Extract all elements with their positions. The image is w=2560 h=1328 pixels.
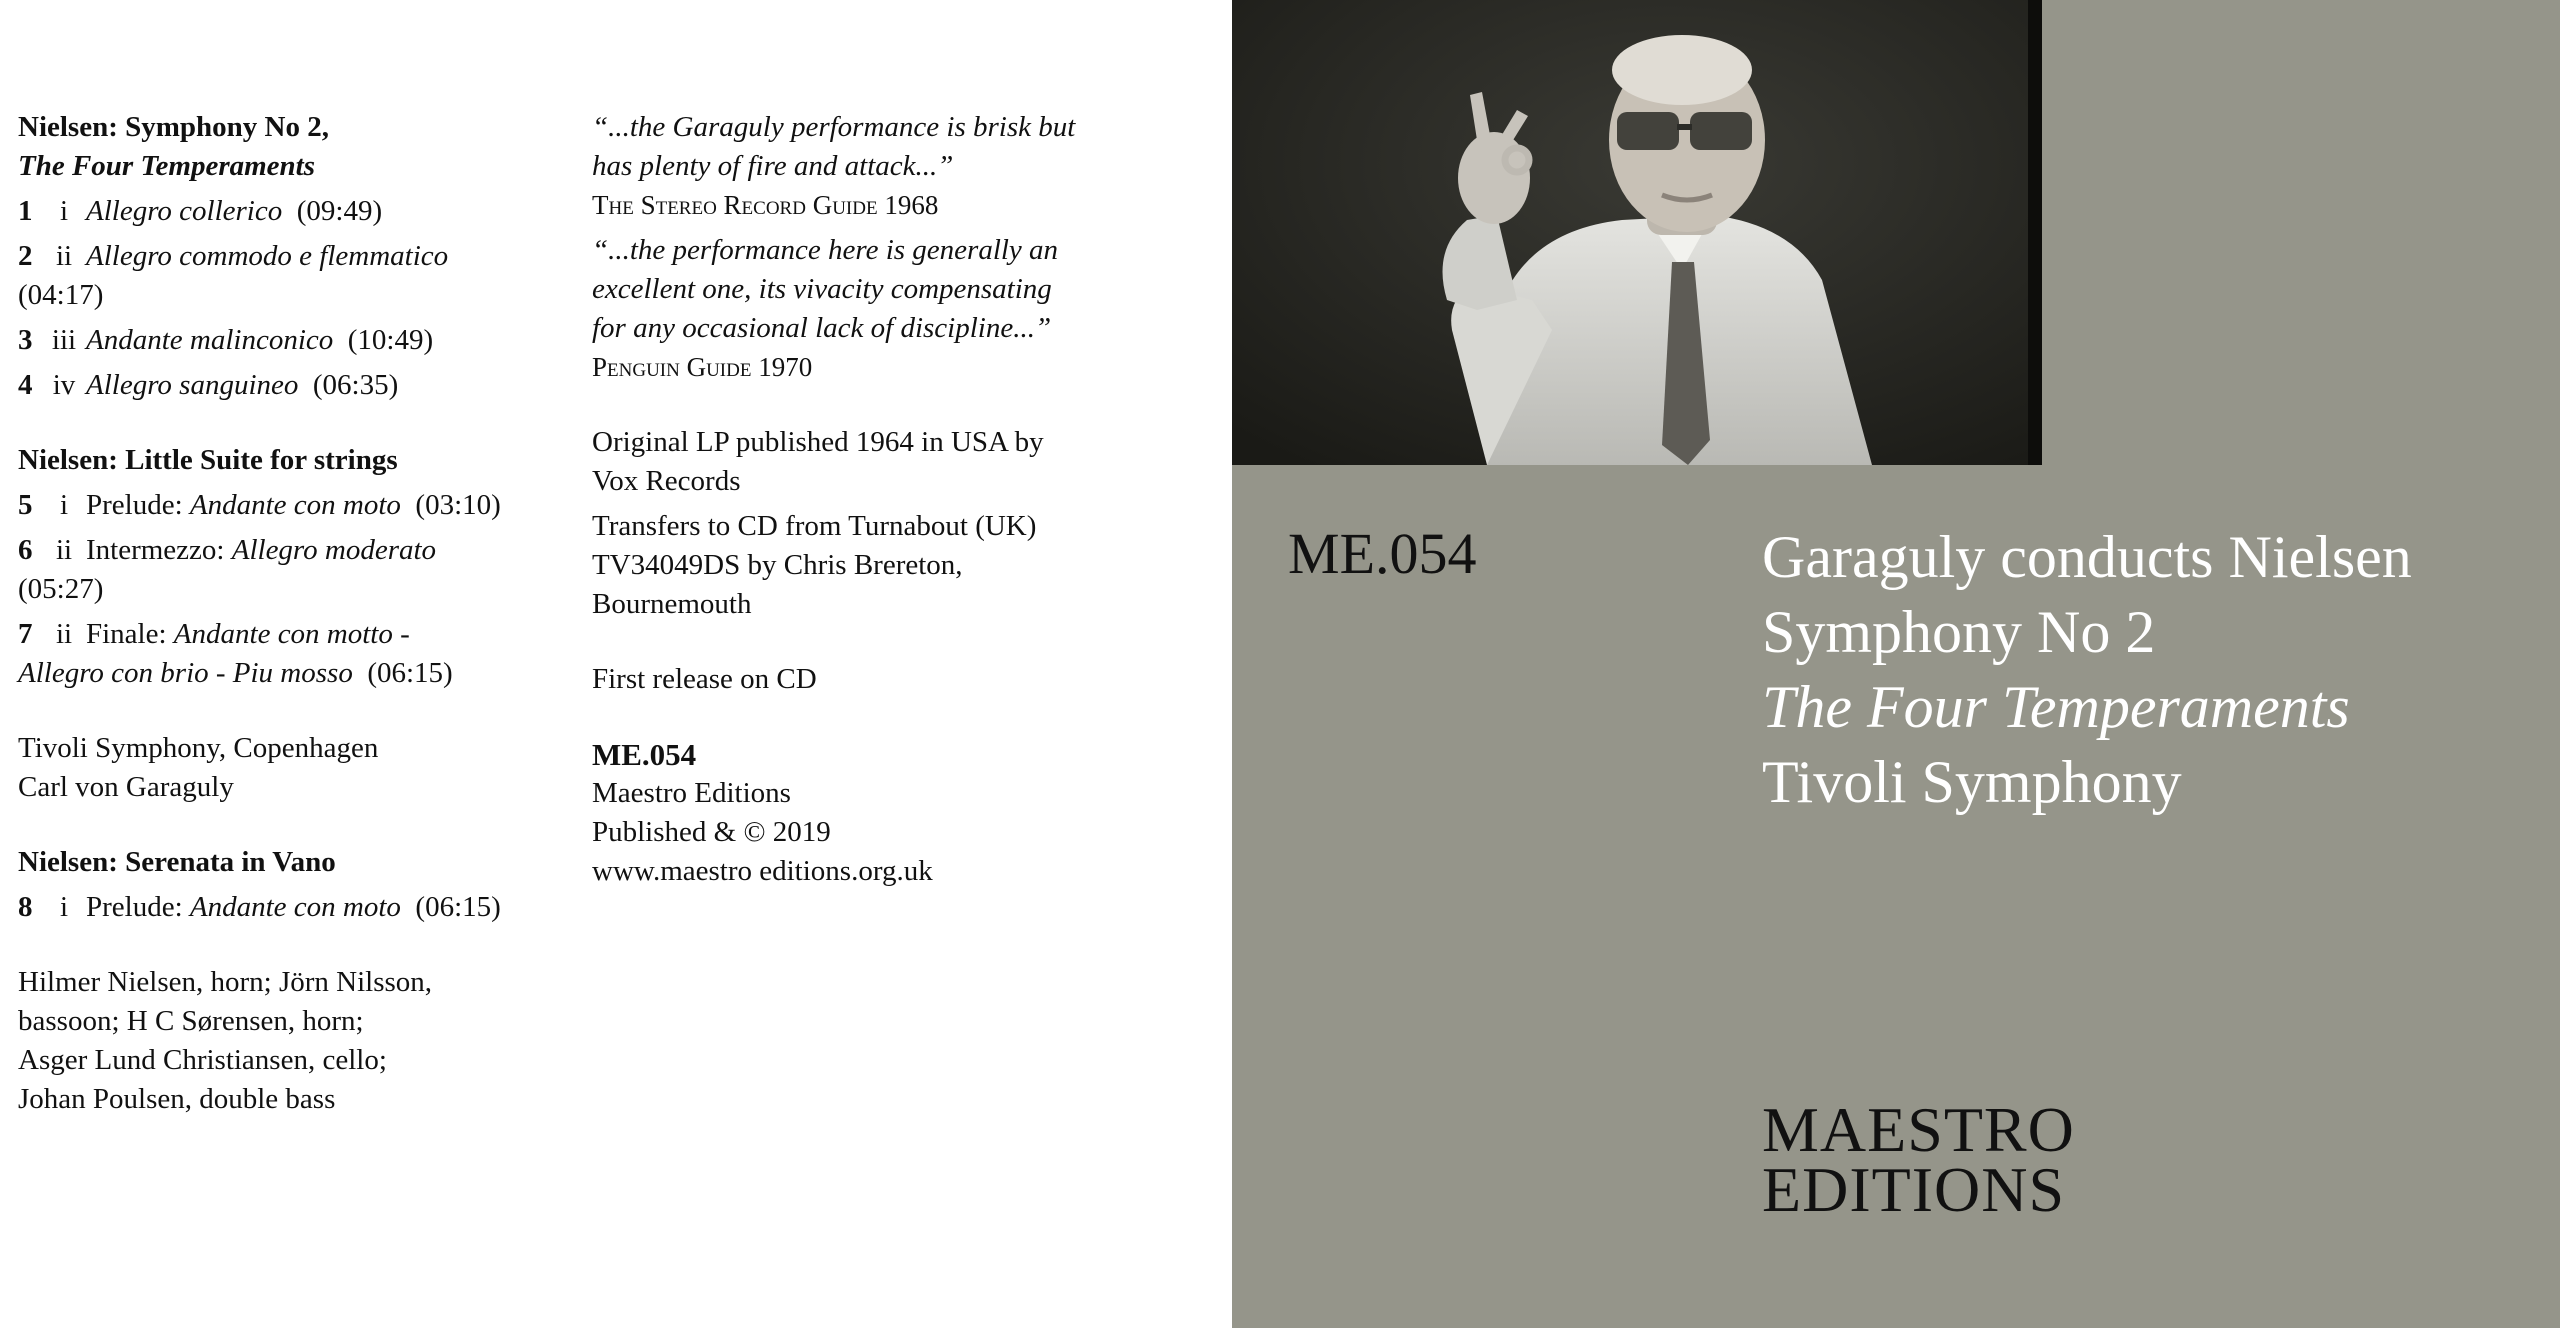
quote-line: has plenty of fire and attack...” — [592, 150, 954, 182]
performer-line: Carl von Garaguly — [18, 771, 234, 803]
track-number: 6 — [18, 534, 33, 566]
track-number: 1 — [18, 195, 33, 227]
movement-number: i — [59, 891, 69, 923]
publisher-line: Published & © 2019 — [592, 816, 831, 848]
cover-subtitle: The Four Temperaments — [1762, 674, 2350, 740]
track-number: 5 — [18, 489, 33, 521]
cover-front — [1232, 0, 2560, 1328]
quote-line: “...the Garaguly performance is brisk but — [592, 111, 1076, 143]
track-2 — [18, 237, 578, 315]
performer-line: Hilmer Nielsen, horn; Jörn Nilsson, — [18, 966, 433, 998]
track-duration: (06:15) — [367, 657, 453, 689]
cover-catalog-number: ME.054 — [1288, 521, 1477, 586]
catalog-number: ME.054 — [592, 737, 697, 772]
conductor-photo — [1232, 0, 2028, 465]
program-heading: Nielsen: Symphony No 2, — [18, 111, 329, 143]
track-duration: (10:49) — [347, 324, 434, 356]
track-5 — [18, 486, 578, 525]
logo-line: MAESTRO — [1762, 1094, 2075, 1165]
photo-border — [2028, 0, 2042, 465]
movement-number: iii — [51, 324, 77, 356]
track-6 — [18, 531, 578, 609]
program-heading: Nielsen: Serenata in Vano — [18, 846, 336, 878]
movement-number: iv — [52, 369, 76, 401]
track-duration: (04:17) — [18, 279, 104, 311]
track-title-continued: Allegro con brio - Piu mosso — [18, 657, 353, 689]
cover-title-block — [1762, 520, 2412, 820]
track-title: Allegro collerico — [86, 195, 283, 227]
booklet-back — [0, 0, 1232, 1328]
note-line: Original LP published 1964 in USA by — [592, 426, 1044, 458]
publisher-line: www.maestro editions.org.uk — [592, 855, 933, 887]
original-release-note — [592, 423, 1192, 501]
transfer-note — [592, 507, 1192, 624]
review-source: The Stereo Record Guide 1968 — [592, 190, 939, 220]
quote-line: for any occasional lack of discipline...” — [592, 312, 1052, 344]
track-label: Finale: — [86, 618, 167, 650]
track-title: Andante con moto — [189, 489, 401, 521]
track-title: Allegro commodo e flemmatico — [86, 240, 449, 272]
cover-orchestra: Tivoli Symphony — [1762, 749, 2182, 815]
review-quote — [592, 231, 1192, 387]
movement-number: i — [59, 195, 69, 227]
note-line: TV34049DS by Chris Brereton, — [592, 549, 963, 581]
notes-column — [592, 108, 1192, 891]
conductor-photo-icon — [1232, 0, 2028, 465]
review-source: Penguin Guide 1970 — [592, 352, 813, 382]
program-heading: Nielsen: Little Suite for strings — [18, 444, 398, 476]
publisher-line: Maestro Editions — [592, 777, 791, 809]
track-title: Andante malinconico — [86, 324, 334, 356]
movement-number: ii — [55, 618, 73, 650]
track-number: 2 — [18, 240, 33, 272]
track-number: 8 — [18, 891, 33, 923]
tracklist-column — [18, 108, 578, 1119]
note-line: Vox Records — [592, 465, 741, 497]
quote-line: excellent one, its vivacity compensating — [592, 273, 1052, 305]
track-label: Prelude: — [86, 891, 183, 923]
track-number: 4 — [18, 369, 33, 401]
performer-line: bassoon; H C Sørensen, horn; — [18, 1005, 364, 1037]
logo-line: EDITIONS — [1762, 1154, 2066, 1225]
track-label: Intermezzo: — [86, 534, 225, 566]
cover-title-line: Symphony No 2 — [1762, 599, 2156, 665]
track-title: Allegro moderato — [231, 534, 437, 566]
track-title: Andante con moto — [189, 891, 401, 923]
track-duration: (06:15) — [415, 891, 501, 923]
track-title: Allegro sanguineo — [86, 369, 299, 401]
first-release-note: First release on CD — [592, 663, 817, 695]
quote-line: “...the performance here is generally an — [592, 234, 1059, 266]
track-8 — [18, 888, 578, 927]
note-line: Transfers to CD from Turnabout (UK) — [592, 510, 1037, 542]
track-duration: (09:49) — [296, 195, 383, 227]
track-3 — [18, 321, 578, 360]
track-number: 3 — [18, 324, 33, 356]
cover-title-line: Garaguly conducts Nielsen — [1762, 524, 2412, 590]
performer-line: Tivoli Symphony, Copenhagen — [18, 732, 379, 764]
movement-number: ii — [55, 240, 73, 272]
maestro-editions-logo — [1762, 1094, 2075, 1225]
performer-line: Johan Poulsen, double bass — [18, 1083, 336, 1115]
track-duration: (05:27) — [18, 573, 104, 605]
track-4 — [18, 366, 578, 405]
performer-line: Asger Lund Christiansen, cello; — [18, 1044, 387, 1076]
track-title: Andante con motto - — [173, 618, 410, 650]
track-1 — [18, 192, 578, 231]
track-7 — [18, 615, 578, 693]
track-label: Prelude: — [86, 489, 183, 521]
movement-number: ii — [55, 534, 73, 566]
note-line: Bournemouth — [592, 588, 752, 620]
review-quote — [592, 108, 1192, 225]
track-duration: (06:35) — [312, 369, 399, 401]
track-duration: (03:10) — [415, 489, 501, 521]
movement-number: i — [59, 489, 69, 521]
program-subheading: The Four Temperaments — [18, 150, 316, 182]
track-number: 7 — [18, 618, 33, 650]
